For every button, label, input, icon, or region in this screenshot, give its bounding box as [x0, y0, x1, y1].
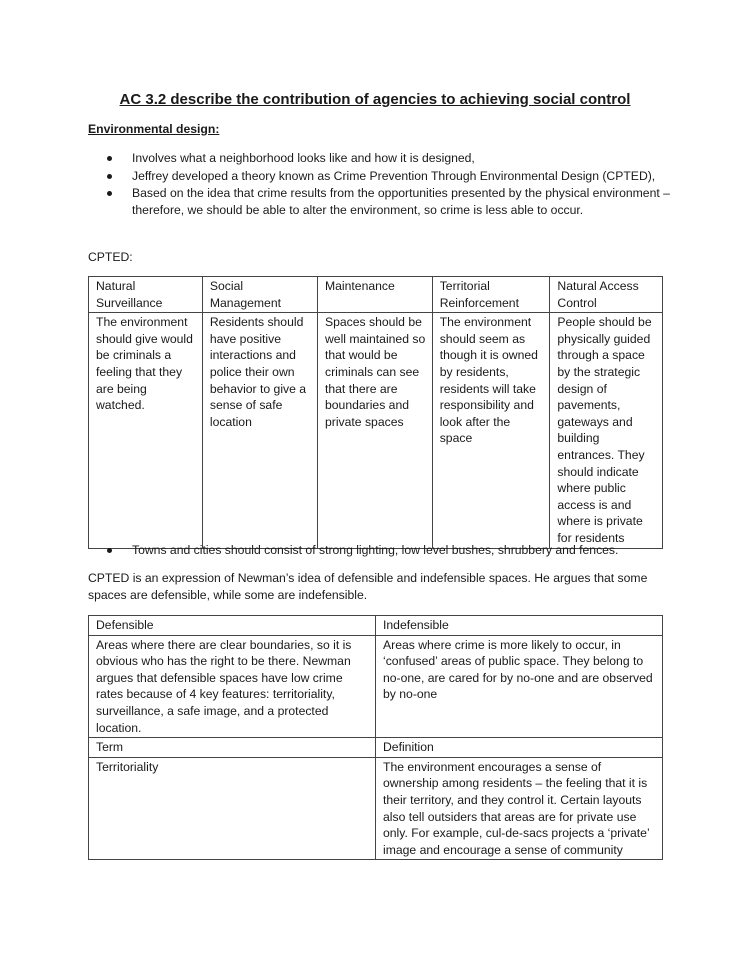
table-row: [89, 635, 663, 738]
table-cell: The environment encourages a sense of ownership among residents – the feeling that it is their territory, and they control it. Certain layouts also tell outsiders that areas are for private use only. For example, cul-de-sacs projects a ‘private’ image and encourage a sense of community: [376, 757, 663, 860]
cpted-body-cell: Residents should have positive interactions and police their own behavior to give a sense of safe location: [202, 313, 317, 548]
cpted-header-cell: Natural Access Control: [550, 277, 663, 313]
cpted-label: CPTED:: [88, 250, 133, 264]
environmental-design-bullet-list: [88, 150, 678, 219]
cpted-header-cell: Territorial Reinforcement: [432, 277, 550, 313]
cpted-header-cell: Social Management: [202, 277, 317, 313]
lighting-bullet-list: [88, 542, 688, 559]
table-cell: Areas where there are clear boundaries, so it is obvious who has the right to be there. Newman argues that defensible spaces have low crime rates because of 4 key features: territoriality, surveillance, a safe image, and a protected location.: [89, 635, 376, 738]
cpted-body-cell: The environment should give would be criminals a feeling that they are being watched.: [89, 313, 203, 548]
table-cell: Term: [89, 738, 376, 758]
section-heading-environmental-design: Environmental design:: [88, 122, 220, 136]
cpted-table: [88, 276, 663, 549]
table-row: [89, 738, 663, 758]
table-cell: Territoriality: [89, 757, 376, 860]
cpted-header-cell: Maintenance: [317, 277, 432, 313]
newman-paragraph: CPTED is an expression of Newman’s idea of defensible and indefensible spaces. He argues that some spaces are defensible, while some are indefensible.: [88, 571, 648, 602]
cpted-body-cell: Spaces should be well maintained so that would be criminals can see that there are boundaries and private spaces: [317, 313, 432, 548]
table-row: [89, 757, 663, 860]
bullet-item: Jeffrey developed a theory known as Crime Prevention Through Environmental Design (CPTED),: [88, 168, 678, 185]
cpted-body-cell: People should be physically guided through a space by the strategic design of pavements, gateways and building entrances. They should indicate where public access is and where is private for residents: [550, 313, 663, 548]
cpted-header-cell: Natural Surveillance: [89, 277, 203, 313]
cpted-body-row: [89, 313, 663, 548]
bullet-item: Involves what a neighborhood looks like and how it is designed,: [88, 150, 678, 167]
cpted-header-row: [89, 277, 663, 313]
cpted-body-cell: The environment should seem as though it is owned by residents, residents will take responsibility and look after the space: [432, 313, 550, 548]
table-cell: Defensible: [89, 616, 376, 636]
table-row: [89, 616, 663, 636]
page-title: AC 3.2 describe the contribution of agencies to achieving social control: [119, 91, 631, 108]
table-cell: Indefensible: [376, 616, 663, 636]
bullet-item: Based on the idea that crime results from the opportunities presented by the physical environment – therefore, we should be able to alter the environment, so crime is less able to occur.: [88, 185, 678, 218]
table-cell: Definition: [376, 738, 663, 758]
table-cell: Areas where crime is more likely to occur, in ‘confused’ areas of public space. They belong to no-one, are cared for by no-one and are observed by no-one: [376, 635, 663, 738]
bullet-item: Towns and cities should consist of strong lighting, low level bushes, shrubbery and fences.: [88, 542, 688, 559]
defensible-spaces-table: [88, 615, 663, 860]
